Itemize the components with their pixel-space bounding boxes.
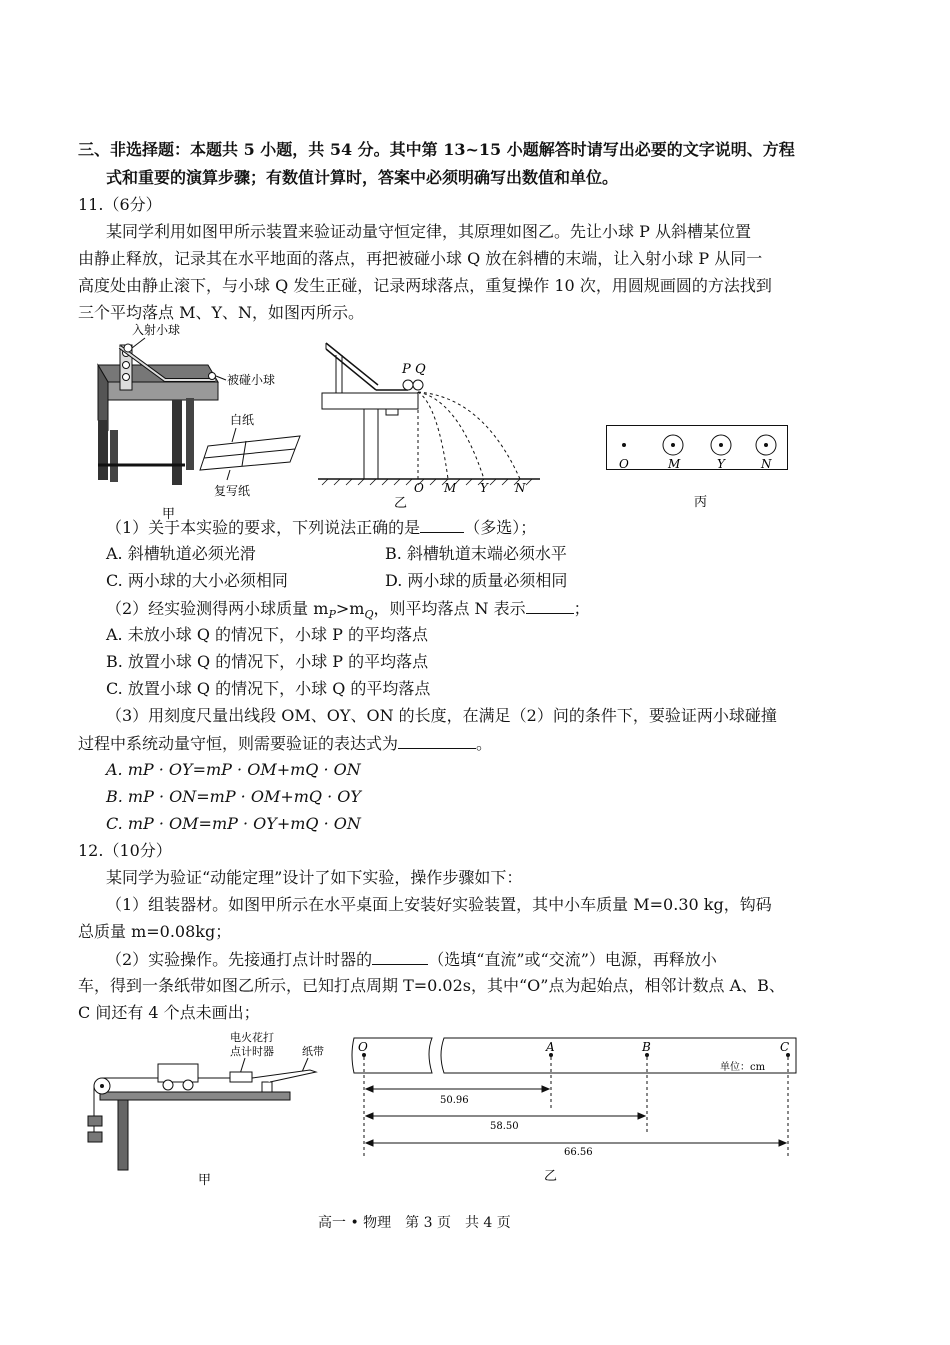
section-heading-line1: 三、非选择题：本题共 5 小题，共 54 分。其中第 13~15 小题解答时请写出必要的文字说明、方程 bbox=[78, 140, 795, 159]
label-timer: 点计时器 bbox=[230, 1045, 274, 1058]
label-incident-ball: 入射小球 bbox=[132, 323, 181, 337]
point-b: B bbox=[642, 1040, 651, 1054]
section-heading-line2: 式和重要的演算步骤；有数值计算时，答案中必须明确写出数值和单位。 bbox=[106, 168, 619, 187]
q11-sub2-stem: （2）经实验测得两小球质量 $m_P>m_Q$，则平均落点 N 表示 ； bbox=[106, 599, 590, 622]
point-c: C bbox=[780, 1040, 790, 1054]
label-tape: 纸带 bbox=[302, 1045, 324, 1058]
unit-label: 单位：cm bbox=[720, 1062, 766, 1073]
answer-blank[interactable] bbox=[526, 597, 574, 614]
option: A. 未放小球 Q 的情况下，小球 P 的平均落点 bbox=[106, 625, 428, 644]
point-y: Y bbox=[717, 457, 725, 471]
q11-figure-bing bbox=[606, 425, 788, 515]
q11-sub3-line: （3）用刻度尺量出线段 OM、OY、ON 的长度，在满足（2）问的条件下，要验证两小球碰撞 bbox=[106, 706, 777, 725]
point-m: M bbox=[668, 457, 681, 471]
option: B. mP · ON=mP · OM+mQ · OY bbox=[106, 787, 361, 806]
answer-blank[interactable] bbox=[420, 516, 464, 533]
option: C. 放置小球 Q 的情况下，小球 Q 的平均落点 bbox=[106, 679, 431, 698]
label-white-paper: 白纸 bbox=[230, 413, 255, 427]
option: C. mP · OM=mP · OY+mQ · ON bbox=[106, 814, 361, 833]
option: A. 斜槽轨道必须光滑 bbox=[106, 544, 256, 563]
q12-figure-jia bbox=[80, 1028, 330, 1188]
q12-step2-line: C 间还有 4 个点未画出； bbox=[78, 1003, 260, 1022]
distance-ob: 58.50 bbox=[490, 1121, 519, 1132]
label-target-ball: 被碰小球 bbox=[227, 373, 276, 387]
caption-yi: 乙 bbox=[544, 1169, 558, 1184]
caption-bing: 丙 bbox=[694, 495, 708, 510]
point-n: N bbox=[761, 457, 772, 471]
option: B. 斜槽轨道末端必须水平 bbox=[385, 544, 567, 563]
point-o: O bbox=[358, 1040, 368, 1054]
q12-number: 12.（10分） bbox=[78, 841, 172, 860]
option: A. mP · OY=mP · OM+mQ · ON bbox=[106, 760, 361, 779]
q11-figure-jia bbox=[90, 320, 320, 520]
point-a: A bbox=[546, 1040, 555, 1054]
q11-figure-yi bbox=[318, 335, 548, 510]
label-ball-p: P bbox=[402, 362, 411, 377]
q11-stem-line: 三个平均落点 M、Y、N，如图丙所示。 bbox=[78, 303, 365, 322]
point-m: M bbox=[444, 481, 457, 495]
point-y: Y bbox=[480, 481, 488, 495]
option: D. 两小球的质量必须相同 bbox=[385, 571, 568, 590]
q12-step1-line: （1）组装器材。如图甲所示在水平桌面上安装好实验装置，其中小车质量 M=0.30 kg，钩码 bbox=[106, 895, 772, 914]
distance-oc: 66.56 bbox=[564, 1147, 593, 1158]
q11-sub1-stem: （1）关于本实验的要求，下列说法正确的是 （多选）； bbox=[106, 518, 537, 537]
point-o: O bbox=[414, 481, 424, 495]
answer-blank[interactable] bbox=[372, 948, 428, 965]
caption-jia: 甲 bbox=[162, 507, 176, 522]
label-timer: 电火花打 bbox=[230, 1031, 274, 1044]
q11-stem-line: 某同学利用如图甲所示装置来验证动量守恒定律，其原理如图乙。先让小球 P 从斜槽某位置 bbox=[106, 222, 751, 241]
q12-figure-yi bbox=[348, 1033, 798, 1183]
option: B. 放置小球 Q 的情况下，小球 P 的平均落点 bbox=[106, 652, 429, 671]
q11-sub3-line: 过程中系统动量守恒，则需要验证的表达式为 。 bbox=[78, 734, 493, 753]
q11-stem-line: 高度处由静止滚下，与小球 Q 发生正碰，记录两球落点，重复操作 10 次，用圆规画圆的方法找到 bbox=[78, 276, 772, 295]
page-footer: 高一 • 物理 第 3 页 共 4 页 bbox=[318, 1215, 511, 1231]
caption-jia: 甲 bbox=[198, 1173, 212, 1188]
point-o: O bbox=[619, 457, 629, 471]
answer-blank[interactable] bbox=[398, 732, 476, 749]
label-ball-q: Q bbox=[415, 362, 426, 377]
q12-intro: 某同学为验证“动能定理”设计了如下实验，操作步骤如下： bbox=[106, 868, 523, 887]
q12-step2-line: （2）实验操作。先接通打点计时器的 （选填“直流”或“交流”）电源，再释放小 bbox=[106, 950, 717, 969]
point-n: N bbox=[515, 481, 526, 495]
label-carbon-paper: 复写纸 bbox=[214, 484, 251, 498]
caption-yi: 乙 bbox=[394, 496, 408, 511]
option: C. 两小球的大小必须相同 bbox=[106, 571, 288, 590]
q11-stem-line: 由静止释放，记录其在水平地面的落点，再把被碰小球 Q 放在斜槽的末端，让入射小球 P 从同一 bbox=[78, 249, 763, 268]
q12-step1-line: 总质量 m=0.08kg； bbox=[78, 922, 232, 941]
distance-oa: 50.96 bbox=[440, 1095, 469, 1106]
q12-step2-line: 车，得到一条纸带如图乙所示，已知打点周期 T=0.02s，其中“O”点为起始点，相邻计数点 A、B、 bbox=[78, 976, 785, 995]
q11-number: 11.（6分） bbox=[78, 195, 162, 214]
